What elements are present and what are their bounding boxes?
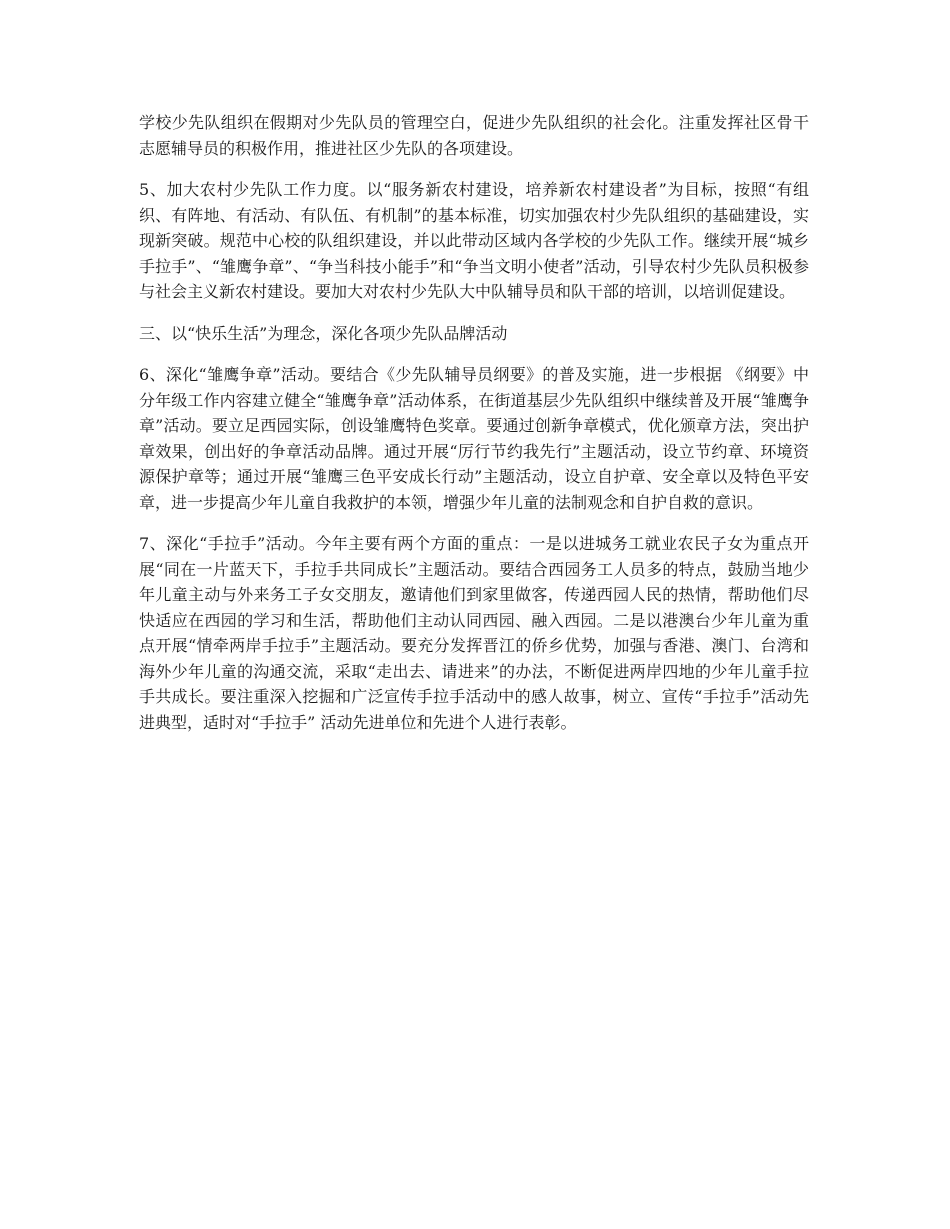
section-heading-happy-life: 三、以“快乐生活”为理念，深化各项少先队品牌活动 [139, 323, 508, 343]
paragraph-eagle-badge: 6、深化“雏鹰争章”活动。要结合《少先队辅导员纲要》的普及实施，进一步根据 《纲要》中分年级工作内容建立健全“雏鹰争章”活动体系，在街道基层少先队组织中继续普及开展“雏鹰争章”活动。要立足西园实际，创设雏鹰特色奖章。要通过创新争章模式，优化颁章方法，突出护章效果，创出好的争章活动品牌。通过开展“厉行节约我先行”主题活动，设立节约章、环境资源保护章等；通过开展“雏鹰三色平安成长行动”主题活动，设立自护章、安全章以及特色平安章，进一步提高少年儿童自我救护的本领，增强少年儿童的法制观念和自护自救的意识。 [139, 365, 809, 512]
paragraph-hand-in-hand: 7、深化“手拉手”活动。今年主要有两个方面的重点：一是以进城务工就业农民子女为重点开展“同在一片蓝天下，手拉手共同成长”主题活动。要结合西园务工人员多的特点，鼓励当地少年儿童主动与外来务工子女交朋友，邀请他们到家里做客，传递西园人民的热情，帮助他们尽快适应在西园的学习和生活，帮助他们主动认同西园、融入西园。二是以港澳台少年儿童为重点开展“情牵两岸手拉手”主题活动。要充分发挥晋江的侨乡优势，加强与香港、澳门、台湾和海外少年儿童的沟通交流，采取“走出去、请进来”的办法，不断促进两岸四地的少年儿童手拉手共成长。要注重深入挖掘和广泛宣传手拉手活动中的感人故事，树立、宣传“手拉手”活动先进典型，适时对“手拉手” 活动先进单位和先进个人进行表彰。 [139, 534, 809, 732]
paragraph-rural-pioneers: 5、加大农村少先队工作力度。以“服务新农村建设，培养新农村建设者”为目标，按照“有组织、有阵地、有活动、有队伍、有机制”的基本标准，切实加强农村少先队组织的基础建设，实现新突破。规范中心校的队组织建设，并以此带动区域内各学校的少先队工作。继续开展“城乡手拉手”、“雏鹰争章”、“争当科技小能手”和“争当文明小使者”活动，引导农村少先队员积极参与社会主义新农村建设。要加大对农村少先队大中队辅导员和队干部的培训，以培训促建设。 [139, 180, 809, 301]
document-page [139, 110, 809, 751]
paragraph-community-volunteers: 学校少先队组织在假期对少先队员的管理空白，促进少先队组织的社会化。注重发挥社区骨干志愿辅导员的积极作用，推进社区少先队的各项建设。 [139, 113, 809, 158]
